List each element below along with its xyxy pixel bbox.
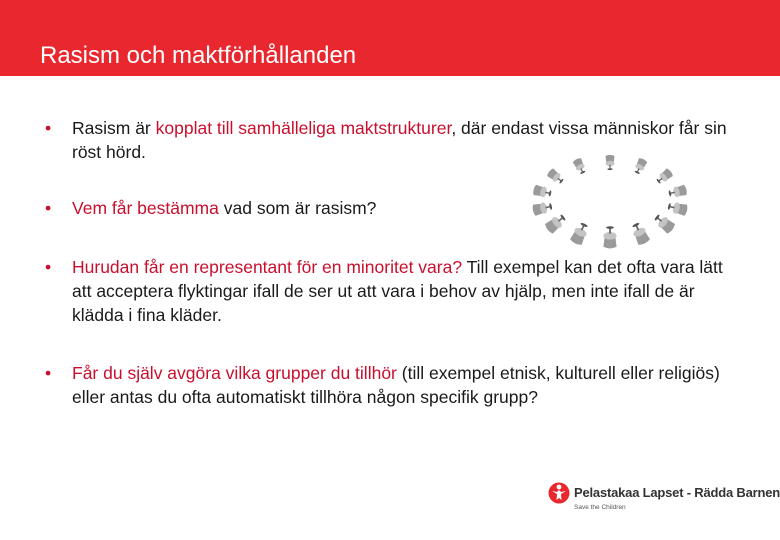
logo-subtitle: Save the Children (574, 504, 626, 511)
bullet-text-part: Rasism är (72, 118, 156, 138)
bullet-text (72, 255, 742, 327)
chair-icon (606, 155, 615, 170)
logo (548, 480, 780, 516)
chair-icon (633, 157, 648, 175)
chair-icon (572, 157, 587, 175)
chair-icon (544, 212, 568, 235)
bullet-text-part: vad som är rasism? (218, 198, 377, 218)
bullet-text (72, 361, 722, 409)
bullet-text-part: Till exempel kan det ofta vara lätt att acceptera flyktingar ifall de ser ut att vara i behov av hjälp, men inte ifall de är klädda i fina kläder. (72, 257, 723, 325)
chair-icon (532, 201, 553, 217)
chair-icon (532, 184, 552, 198)
chair-icon (667, 201, 688, 217)
save-the-children-logo-icon (548, 482, 570, 512)
chair-icon (630, 221, 651, 246)
bullet-text-part: , där endast vissa människor får sin röst hörd. (72, 118, 727, 162)
bullet-marker: • (45, 198, 52, 218)
bullet-highlight: Får du själv avgöra vilka grupper du tillhör (72, 363, 397, 383)
chair-icon (668, 184, 688, 198)
bullet-text-part: (till exempel etnisk, kulturell eller religiös) eller antas du ofta automatiskt tillhöra någon specifik grupp? (72, 363, 720, 407)
bullet-highlight: kopplat till samhälleliga maktstrukturer (155, 118, 452, 138)
bullet-text (72, 196, 512, 220)
bullet-marker: • (45, 257, 52, 277)
chair-icon (546, 168, 565, 186)
chairs-circle-icon (520, 145, 700, 255)
chair-icon (603, 226, 616, 248)
chair-icon (569, 221, 590, 246)
slide-title: Rasism och maktförhållanden (40, 42, 357, 69)
bullet-highlight: Hurudan får en representant för en minoritet vara? (72, 257, 463, 277)
bullet-marker: • (45, 363, 52, 383)
bullet-highlight: Vem får bestämma (72, 198, 219, 218)
bullet-marker: • (45, 118, 52, 138)
logo-name: Pelastakaa Lapset - Rädda Barnen (574, 485, 780, 500)
chair-icon (655, 168, 674, 186)
chair-icon (652, 212, 676, 235)
